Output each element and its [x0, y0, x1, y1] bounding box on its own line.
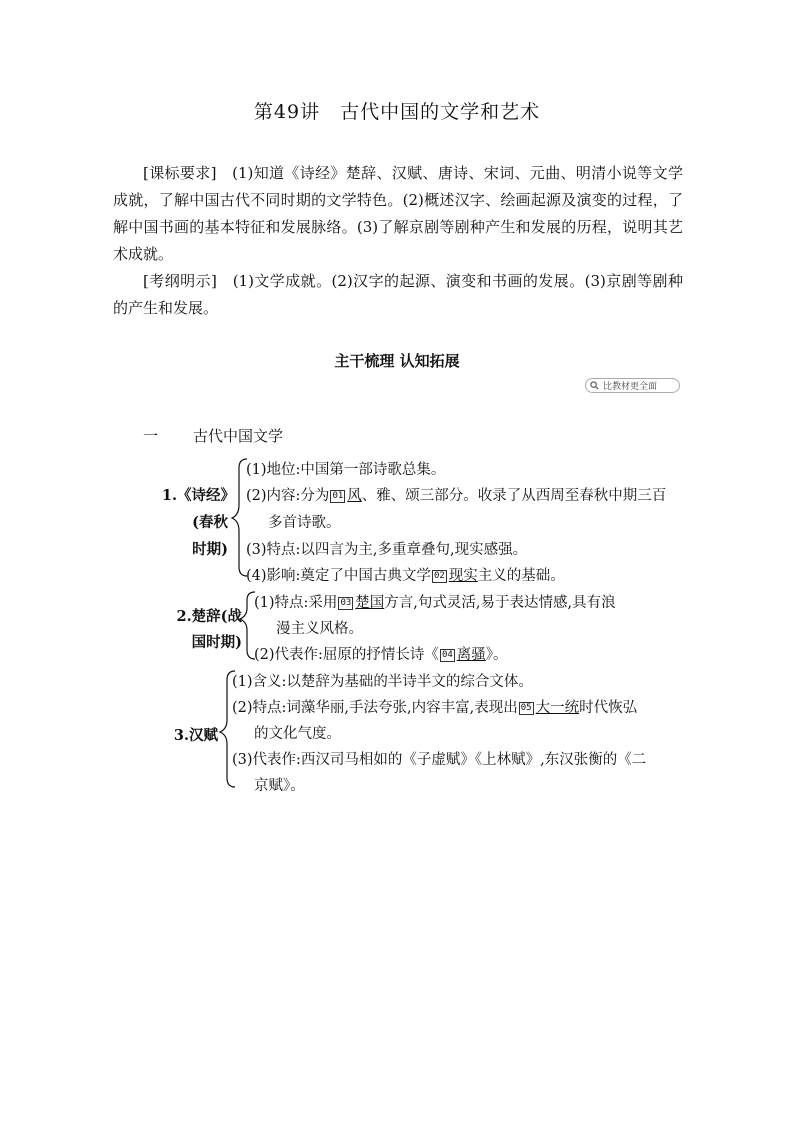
answer-blank-4: 离骚 — [456, 647, 486, 663]
shijing-label-3: 时期) — [192, 541, 228, 558]
shijing-item-features: (3)特点:以四言为主,多重章叠句,现实感强。 — [246, 542, 528, 558]
answer-blank-2: 现实 — [448, 568, 478, 584]
part-number: 一 — [143, 427, 159, 445]
hanfu-item-works: (3)代表作:西汉司马相如的《子虚赋》《上林赋》,东汉张衡的《二 — [232, 752, 647, 768]
brace-shijing — [232, 459, 247, 576]
shijing-item-influence: (4)影响:奠定了中国古典文学 02 现实主义的基础。 — [246, 568, 565, 584]
blank-number-05: 05 — [520, 703, 532, 713]
blank-number-04: 04 — [441, 650, 453, 660]
chuci-item-works: (2)代表作:屈原的抒情长诗《 04 离骚》。 — [254, 647, 508, 663]
page-title: 第49讲 古代中国的文学和艺术 — [253, 101, 541, 123]
hanfu-item-works-cont: 京赋》。 — [254, 778, 305, 794]
hanfu-label: 3.汉赋 — [173, 727, 218, 744]
section-title: 主干梳理 认知拓展 — [334, 352, 460, 370]
shijing-item-content: (2)内容:分为 01 风、雅、颂三部分。收录了从西周至春秋中期三百 — [246, 488, 667, 504]
shijing-item-status: (1)地位:中国第一部诗歌总集。 — [246, 462, 446, 478]
answer-blank-1: 风 — [347, 488, 362, 504]
curriculum-text: (1)知道《诗经》楚辞、汉赋、唐诗、宋词、元曲、明清小说等文学成就，了解中国古代不同时期的文学特色。(2)概述汉字、绘画起源及演变的过程，了解中国书画的基本特征和发展脉络。(3)了解京剧等剧种产生和发展的历程，说明其艺术成就。 — [113, 164, 683, 263]
blank-number-03: 03 — [340, 598, 352, 608]
chuci-item-features: (1)特点:采用 03 楚国方言,句式灵活,易于表达情感,具有浪 — [254, 595, 616, 611]
chuci-item-features-cont: 漫主义风格。 — [276, 621, 363, 637]
answer-blank-3: 楚国 — [355, 595, 385, 611]
hanfu-item-features-cont: 的文化气度。 — [254, 726, 341, 742]
brace-chuci — [240, 592, 255, 659]
outline-label: [考纲明示] — [143, 272, 217, 290]
chuci-label-2: 国时期) — [191, 634, 242, 651]
outline-text: (1)文学成就。(2)汉字的起源、演变和书画的发展。(3)京剧等剧种的产生和发展。 — [113, 272, 683, 317]
curriculum-label: [课标要求] — [143, 164, 217, 182]
shijing-label-2: (春秋 — [192, 514, 228, 531]
hanfu-item-features: (2)特点:词藻华丽,手法夸张,内容丰富,表现出 05 大一统时代恢弘 — [232, 700, 638, 716]
part-title: 古代中国文学 — [193, 427, 284, 445]
answer-blank-5: 大一统 — [535, 700, 580, 716]
shijing-label: 1.《诗经》 — [161, 487, 235, 504]
shijing-item-content-cont: 多首诗歌。 — [268, 515, 341, 531]
blank-number-01: 01 — [332, 491, 344, 501]
hanfu-item-meaning: (1)含义:以楚辞为基础的半诗半文的综合文体。 — [232, 674, 533, 690]
chuci-label: 2.楚辞(战 — [176, 608, 242, 625]
blank-number-02: 02 — [433, 571, 445, 581]
more-content-label: 比教材更全面 — [603, 382, 658, 392]
